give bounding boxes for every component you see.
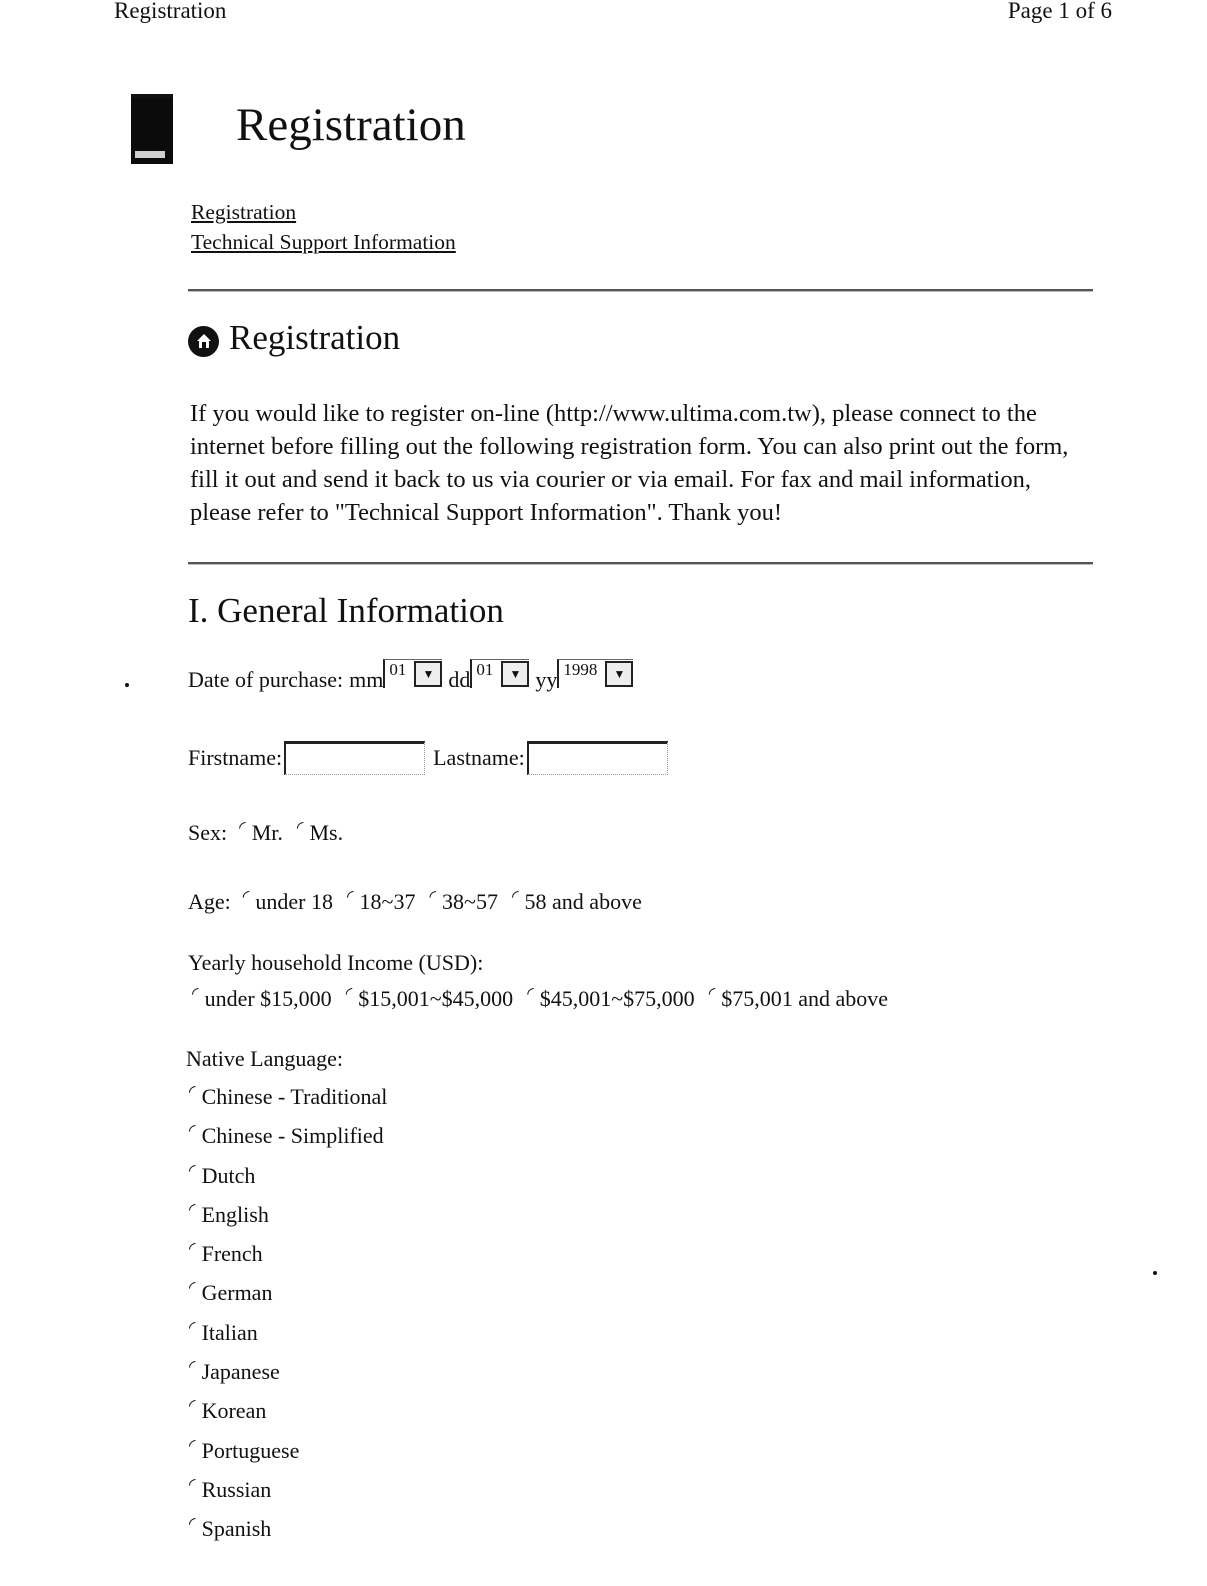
radio-ms[interactable]: ◜ bbox=[296, 818, 304, 837]
radio-age-18-37[interactable]: ◜ bbox=[346, 887, 354, 906]
radio-income-3[interactable]: ◜ bbox=[527, 984, 534, 1003]
toc-link-registration[interactable]: Registration bbox=[191, 200, 297, 224]
list-item bbox=[189, 1435, 387, 1477]
table-of-contents bbox=[191, 197, 456, 257]
radio-age-under-18[interactable]: ◜ bbox=[242, 887, 250, 906]
radio-language[interactable]: ◜ bbox=[189, 1082, 196, 1101]
month-select[interactable] bbox=[383, 659, 442, 688]
list-item bbox=[189, 1241, 387, 1280]
list-item bbox=[189, 1280, 387, 1319]
list-item bbox=[189, 1474, 387, 1516]
radio-language[interactable]: ◜ bbox=[189, 1357, 196, 1377]
language-option-label: Spanish bbox=[201, 1516, 272, 1542]
radio-language[interactable]: ◜ bbox=[189, 1474, 196, 1494]
mm-label: mm bbox=[349, 667, 384, 692]
list-item bbox=[189, 1084, 387, 1123]
date-of-purchase-row bbox=[188, 660, 639, 693]
radio-language[interactable]: ◜ bbox=[189, 1514, 196, 1534]
print-header-page-number: Page 1 of 6 bbox=[1007, 0, 1112, 23]
list-item bbox=[189, 1516, 387, 1555]
radio-language[interactable]: ◜ bbox=[189, 1317, 196, 1337]
year-select[interactable] bbox=[557, 659, 633, 688]
age-option: 18~37 bbox=[359, 889, 416, 914]
registration-heading bbox=[188, 318, 400, 358]
age-option: under 18 bbox=[255, 889, 333, 914]
language-option-label: Japanese bbox=[201, 1359, 280, 1385]
language-option-label: Dutch bbox=[201, 1162, 256, 1188]
language-option-label: Portuguese bbox=[201, 1437, 300, 1463]
language-option-label: Italian bbox=[201, 1319, 258, 1345]
radio-income-2[interactable]: ◜ bbox=[345, 984, 353, 1003]
page-title: Registration bbox=[236, 99, 466, 151]
age-label: Age: bbox=[188, 889, 231, 914]
dd-label: dd bbox=[448, 667, 471, 692]
home-icon[interactable] bbox=[188, 326, 219, 357]
radio-language[interactable]: ◜ bbox=[189, 1435, 196, 1455]
language-option-label: Chinese - Simplified bbox=[201, 1123, 384, 1149]
firstname-input[interactable] bbox=[284, 741, 425, 775]
chevron-down-icon[interactable]: ▼ bbox=[605, 661, 633, 687]
divider bbox=[188, 562, 1093, 565]
age-option: 58 and above bbox=[524, 889, 642, 914]
radio-language[interactable]: ◜ bbox=[189, 1121, 196, 1141]
registration-heading-text: Registration bbox=[229, 318, 401, 357]
income-option: under $15,000 bbox=[204, 986, 332, 1011]
general-information-heading: I. General Information bbox=[188, 591, 504, 630]
language-option-label: Russian bbox=[201, 1476, 272, 1502]
radio-income-1[interactable]: ◜ bbox=[192, 984, 199, 1003]
income-row bbox=[192, 986, 902, 1012]
scan-speck bbox=[1153, 1271, 1157, 1275]
language-option-label: Korean bbox=[201, 1398, 267, 1424]
year-select-value: 1998 bbox=[563, 660, 598, 679]
list-item bbox=[189, 1359, 387, 1398]
day-select[interactable] bbox=[470, 659, 529, 688]
list-item bbox=[189, 1160, 387, 1202]
sex-option-mr: Mr. bbox=[251, 820, 283, 845]
language-option-label: German bbox=[201, 1280, 273, 1306]
age-option: 38~57 bbox=[442, 889, 498, 914]
language-options-list bbox=[189, 1084, 387, 1556]
radio-income-4[interactable]: ◜ bbox=[708, 984, 716, 1003]
radio-mr[interactable]: ◜ bbox=[239, 818, 246, 837]
radio-language[interactable]: ◜ bbox=[189, 1160, 196, 1180]
lastname-input[interactable] bbox=[527, 741, 668, 775]
radio-language[interactable]: ◜ bbox=[189, 1239, 196, 1259]
list-item bbox=[189, 1123, 387, 1162]
language-option-label: French bbox=[201, 1241, 263, 1267]
logo-icon bbox=[131, 94, 173, 164]
radio-language[interactable]: ◜ bbox=[189, 1278, 196, 1298]
income-option: $15,001~$45,000 bbox=[358, 986, 514, 1011]
sex-row bbox=[188, 820, 357, 846]
list-item bbox=[189, 1199, 387, 1241]
sex-label: Sex: bbox=[188, 820, 228, 845]
income-label: Yearly household Income (USD): bbox=[188, 950, 484, 975]
day-select-value: 01 bbox=[476, 660, 494, 679]
list-item bbox=[189, 1317, 387, 1359]
radio-language[interactable]: ◜ bbox=[189, 1396, 196, 1416]
list-item bbox=[189, 1398, 387, 1437]
language-option-label: English bbox=[201, 1201, 269, 1227]
date-of-purchase-label: Date of purchase: bbox=[188, 667, 344, 692]
scan-speck bbox=[125, 683, 129, 687]
income-option: $75,001 and above bbox=[721, 986, 889, 1011]
income-option: $45,001~$75,000 bbox=[539, 986, 695, 1011]
age-row bbox=[188, 889, 656, 915]
name-row bbox=[188, 737, 676, 771]
yy-label: yy bbox=[535, 667, 558, 692]
radio-language[interactable]: ◜ bbox=[189, 1199, 196, 1219]
print-header-title: Registration bbox=[114, 0, 227, 23]
lastname-label: Lastname: bbox=[433, 745, 525, 770]
intro-paragraph: If you would like to register on-line (http://www.ultima.com.tw), please connect to the internet before filling out the following registration form. You can also print out the form, fill it out and send it back to us via courier or via email. For fax and mail information, please refer to "Technical Support Information". Thank you! bbox=[190, 400, 1069, 526]
firstname-label: Firstname: bbox=[188, 745, 283, 770]
language-option-label: Chinese - Traditional bbox=[201, 1084, 388, 1109]
month-select-value: 01 bbox=[389, 660, 407, 679]
divider bbox=[188, 289, 1093, 292]
native-language-label: Native Language: bbox=[186, 1046, 343, 1071]
radio-age-58-above[interactable]: ◜ bbox=[511, 887, 519, 906]
chevron-down-icon[interactable]: ▼ bbox=[414, 661, 442, 687]
toc-link-technical-support[interactable]: Technical Support Information bbox=[191, 230, 456, 254]
sex-option-ms: Ms. bbox=[309, 820, 344, 845]
chevron-down-icon[interactable]: ▼ bbox=[501, 661, 529, 687]
radio-age-38-57[interactable]: ◜ bbox=[429, 887, 437, 906]
